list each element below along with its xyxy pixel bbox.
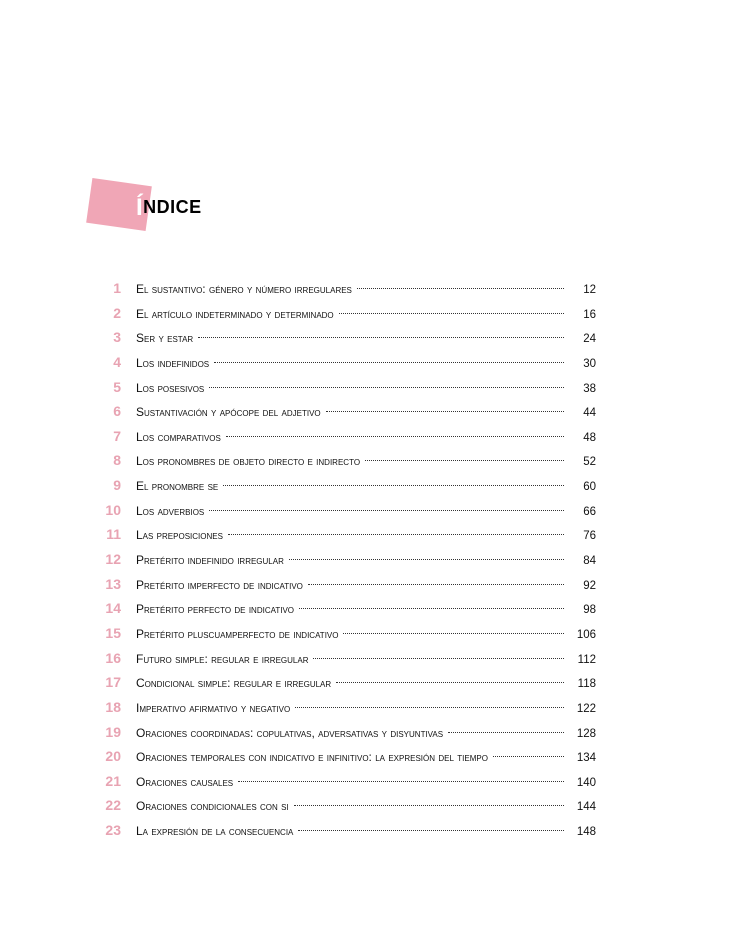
toc-entry[interactable] <box>90 448 596 473</box>
toc-entry-page: 60 <box>583 481 596 494</box>
toc-entry-page: 118 <box>577 678 596 691</box>
toc-entry[interactable] <box>90 522 596 547</box>
toc-entry-number: 10 <box>105 501 121 518</box>
toc-entry[interactable] <box>90 744 596 769</box>
toc-dot-leader <box>313 658 564 659</box>
toc-entry-title: Oraciones temporales con indicativo e infinitivo: la expresión del tiempo <box>136 750 488 765</box>
toc-entry-page: 44 <box>583 407 596 420</box>
toc-entry-title: Futuro simple: regular e irregular <box>136 651 309 666</box>
title-block <box>89 178 289 238</box>
toc-entry-page: 30 <box>583 357 596 370</box>
toc-entry[interactable] <box>90 473 596 498</box>
toc-entry-page: 140 <box>576 776 596 789</box>
toc-dot-leader <box>339 313 564 314</box>
toc-entry-page: 48 <box>583 431 596 444</box>
toc-entry-number: 19 <box>105 723 121 740</box>
toc-entry-page: 122 <box>576 702 596 715</box>
toc-entry-number: 8 <box>113 452 121 469</box>
toc-dot-leader <box>343 633 564 634</box>
toc-entry-page: 98 <box>583 604 596 617</box>
toc-entry-title: El pronombre se <box>136 479 219 494</box>
toc-entry-number: 18 <box>105 698 121 715</box>
toc-entry-title: El artículo indeterminado y determinado <box>136 306 334 321</box>
toc-entry-number: 16 <box>105 649 121 666</box>
toc-entry-title: Oraciones coordinadas: copulativas, adversativas y disyuntivas <box>136 725 444 740</box>
toc-entry-number: 3 <box>113 329 121 346</box>
toc-entry-page: 112 <box>577 653 596 666</box>
page-title-rest: NDICE <box>143 197 202 217</box>
toc-entry-page: 24 <box>583 333 596 346</box>
toc-entry[interactable] <box>90 424 596 449</box>
toc-entry[interactable] <box>90 276 596 301</box>
toc-entry-number: 12 <box>105 551 121 568</box>
page-title-initial: Í <box>136 194 144 221</box>
toc-entry-title: Pretérito perfecto de indicativo <box>136 602 295 617</box>
toc-dot-leader <box>238 781 564 782</box>
toc-entry-page: 52 <box>583 456 596 469</box>
toc-entry-number: 22 <box>105 797 121 814</box>
toc-dot-leader <box>326 411 564 412</box>
toc-dot-leader <box>299 608 564 609</box>
toc-entry-title: Los indefinidos <box>136 355 210 370</box>
toc-entry-title: Oraciones condicionales con si <box>136 799 289 814</box>
toc-entry[interactable] <box>90 498 596 523</box>
toc-entry-number: 6 <box>113 403 121 420</box>
toc-entry[interactable] <box>90 572 596 597</box>
toc-entry-number: 13 <box>105 575 121 592</box>
toc-entry-title: Las preposiciones <box>136 528 223 543</box>
toc-entry-number: 15 <box>105 624 121 641</box>
toc-entry-title: Pretérito indefinido irregular <box>136 553 284 568</box>
toc-dot-leader <box>209 510 564 511</box>
toc-entry[interactable] <box>90 350 596 375</box>
table-of-contents <box>90 276 596 843</box>
toc-entry-page: 66 <box>583 505 596 518</box>
toc-entry-page: 128 <box>576 727 596 740</box>
toc-entry-page: 144 <box>576 801 596 814</box>
toc-entry-number: 5 <box>113 378 121 395</box>
toc-entry-number: 14 <box>105 600 121 617</box>
toc-dot-leader <box>365 460 564 461</box>
toc-entry-title: Sustantivación y apócope del adjetivo <box>136 405 321 420</box>
toc-entry-number: 17 <box>105 674 121 691</box>
toc-entry-title: Condicional simple: regular e irregular <box>136 676 332 691</box>
toc-dot-leader <box>336 682 564 683</box>
toc-entry-title: Los posesivos <box>136 380 205 395</box>
page-title <box>136 194 202 222</box>
toc-dot-leader <box>214 362 564 363</box>
toc-entry[interactable] <box>90 769 596 794</box>
toc-entry-number: 1 <box>113 280 121 296</box>
toc-entry[interactable] <box>90 301 596 326</box>
toc-entry[interactable] <box>90 695 596 720</box>
toc-entry[interactable] <box>90 325 596 350</box>
toc-dot-leader <box>295 707 564 708</box>
toc-entry-number: 20 <box>105 748 121 765</box>
toc-entry-page: 76 <box>583 530 596 543</box>
toc-dot-leader <box>357 288 564 289</box>
toc-dot-leader <box>209 387 564 388</box>
toc-dot-leader <box>298 830 564 831</box>
toc-entry[interactable] <box>90 375 596 400</box>
toc-entry-number: 7 <box>113 427 121 444</box>
toc-entry-title: Ser y estar <box>136 331 194 346</box>
toc-entry-page: 84 <box>583 555 596 568</box>
toc-entry-number: 4 <box>113 353 121 370</box>
toc-entry-title: Los pronombres de objeto directo e indirecto <box>136 454 361 469</box>
toc-entry-title: El sustantivo: género y número irregulares <box>136 282 352 296</box>
toc-entry[interactable] <box>90 621 596 646</box>
toc-dot-leader <box>308 584 564 585</box>
toc-dot-leader <box>448 732 564 733</box>
toc-entry-page: 106 <box>576 628 596 641</box>
toc-entry-number: 2 <box>113 304 121 321</box>
toc-entry-page: 12 <box>583 284 596 296</box>
toc-entry-number: 11 <box>106 526 121 543</box>
toc-entry[interactable] <box>90 818 596 843</box>
toc-dot-leader <box>289 559 564 560</box>
toc-dot-leader <box>493 756 564 757</box>
toc-entry[interactable] <box>90 793 596 818</box>
toc-entry-number: 23 <box>105 822 121 839</box>
toc-entry-title: Los adverbios <box>136 503 205 518</box>
toc-dot-leader <box>294 805 564 806</box>
toc-entry-title: Imperativo afirmativo y negativo <box>136 700 291 715</box>
toc-dot-leader <box>223 485 564 486</box>
toc-entry[interactable] <box>90 646 596 671</box>
toc-entry[interactable] <box>90 399 596 424</box>
toc-entry[interactable] <box>90 720 596 745</box>
toc-entry-title: Los comparativos <box>136 429 221 444</box>
toc-entry-page: 38 <box>583 382 596 395</box>
toc-entry-number: 21 <box>105 772 121 789</box>
toc-entry[interactable] <box>90 670 596 695</box>
toc-entry-page: 148 <box>576 826 596 839</box>
toc-dot-leader <box>198 337 564 338</box>
toc-entry-title: Oraciones causales <box>136 774 234 789</box>
toc-entry-title: La expresión de la consecuencia <box>136 824 294 839</box>
toc-entry-page: 16 <box>583 308 596 321</box>
toc-entry[interactable] <box>90 547 596 572</box>
toc-entry-title: Pretérito pluscuamperfecto de indicativo <box>136 626 339 641</box>
toc-entry-page: 134 <box>576 752 596 765</box>
toc-entry-title: Pretérito imperfecto de indicativo <box>136 577 303 592</box>
toc-dot-leader <box>228 534 564 535</box>
toc-entry-page: 92 <box>583 579 596 592</box>
toc-entry[interactable] <box>90 596 596 621</box>
toc-dot-leader <box>226 436 564 437</box>
toc-entry-number: 9 <box>113 477 121 494</box>
